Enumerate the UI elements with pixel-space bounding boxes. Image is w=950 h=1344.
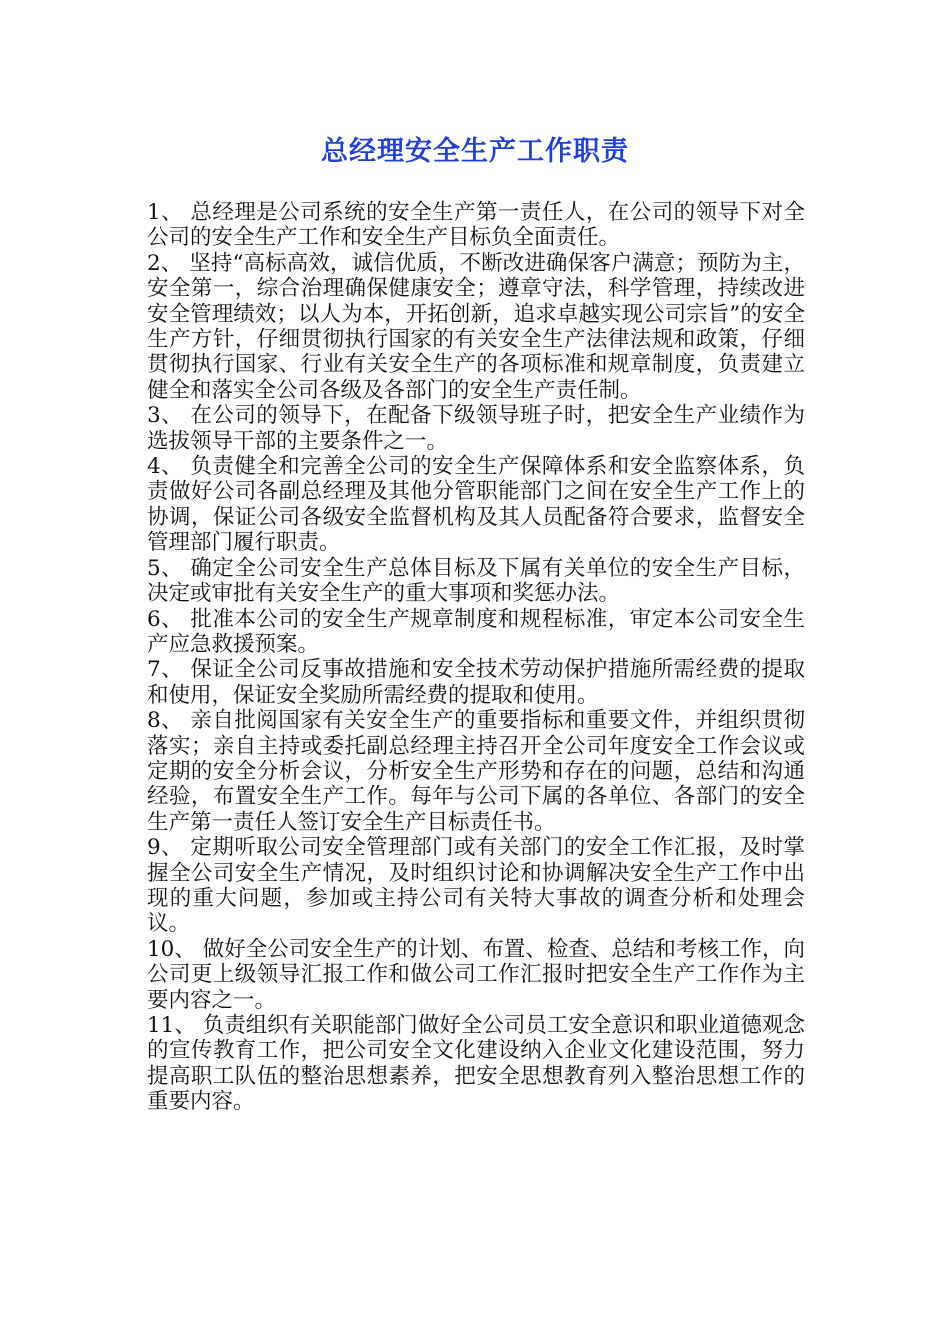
duty-item-5: 5、 确定全公司安全生产总体目标及下属有关单位的安全生产目标，决定或审批有关安全生产的重大事项和奖惩办法。 [147, 555, 805, 607]
duty-item-2: 2、 坚持“高标高效，诚信优质，不断改进确保客户满意；预防为主，安全第一，综合治理确保健康安全；遵章守法，科学管理，持续改进安全管理绩效；以人为本，开拓创新，追求卓越实现公司宗旨”的安全生产方针，仔细贯彻执行国家的有关安全生产法律法规和政策，仔细贯彻执行国家、行业有关安全生产的各项标准和规章制度，负责建立健全和落实全公司各级及各部门的安全生产责任制。 [147, 250, 805, 403]
duty-item-1: 1、 总经理是公司系统的安全生产第一责任人，在公司的领导下对全公司的安全生产工作和安全生产目标负全面责任。 [147, 200, 805, 251]
duty-item-9: 9、 定期听取公司安全管理部门或有关部门的安全工作汇报，及时掌握全公司安全生产情况，及时组织讨论和协调解决安全生产工作中出现的重大问题，参加或主持公司有关特大事故的调查分析和处理会议。 [147, 835, 805, 937]
duty-item-8: 8、 亲自批阅国家有关安全生产的重要指标和重要文件，并组织贯彻落实；亲自主持或委托副总经理主持召开全公司年度安全工作会议或定期的安全分析会议，分析安全生产形势和存在的问题，总结和沟通经验，布置安全生产工作。每年与公司下属的各单位、各部门的安全生产第一责任人签订安全生产目标责任书。 [147, 708, 805, 835]
duty-item-10: 10、 做好全公司安全生产的计划、布置、检查、总结和考核工作，向公司更上级领导汇报工作和做公司工作汇报时把安全生产工作作为主要内容之一。 [147, 936, 805, 1013]
duty-item-4: 4、 负责健全和完善全公司的安全生产保障体系和安全监察体系，负责做好公司各副总经理及其他分管职能部门之间在安全生产工作上的协调，保证公司各级安全监督机构及其人员配备符合要求，监督安全管理部门履行职责。 [147, 454, 805, 556]
document-body [147, 200, 805, 1115]
duty-item-3: 3、 在公司的领导下，在配备下级领导班子时，把安全生产业绩作为选拔领导干部的主要条件之一。 [147, 403, 805, 454]
duty-item-11: 11、 负责组织有关职能部门做好全公司员工安全意识和职业道德观念的宣传教育工作，把公司安全文化建设纳入企业文化建设范围，努力提高职工队伍的整治思想素养，把安全思想教育列入整治思想工作的重要内容。 [147, 1013, 805, 1115]
duty-item-6: 6、 批准本公司的安全生产规章制度和规程标准，审定本公司安全生产应急救援预案。 [147, 606, 805, 657]
document-title: 总经理安全生产工作职责 [321, 136, 629, 167]
duty-item-7: 7、 保证全公司反事故措施和安全技术劳动保护措施所需经费的提取和使用，保证安全奖励所需经费的提取和使用。 [147, 657, 805, 708]
